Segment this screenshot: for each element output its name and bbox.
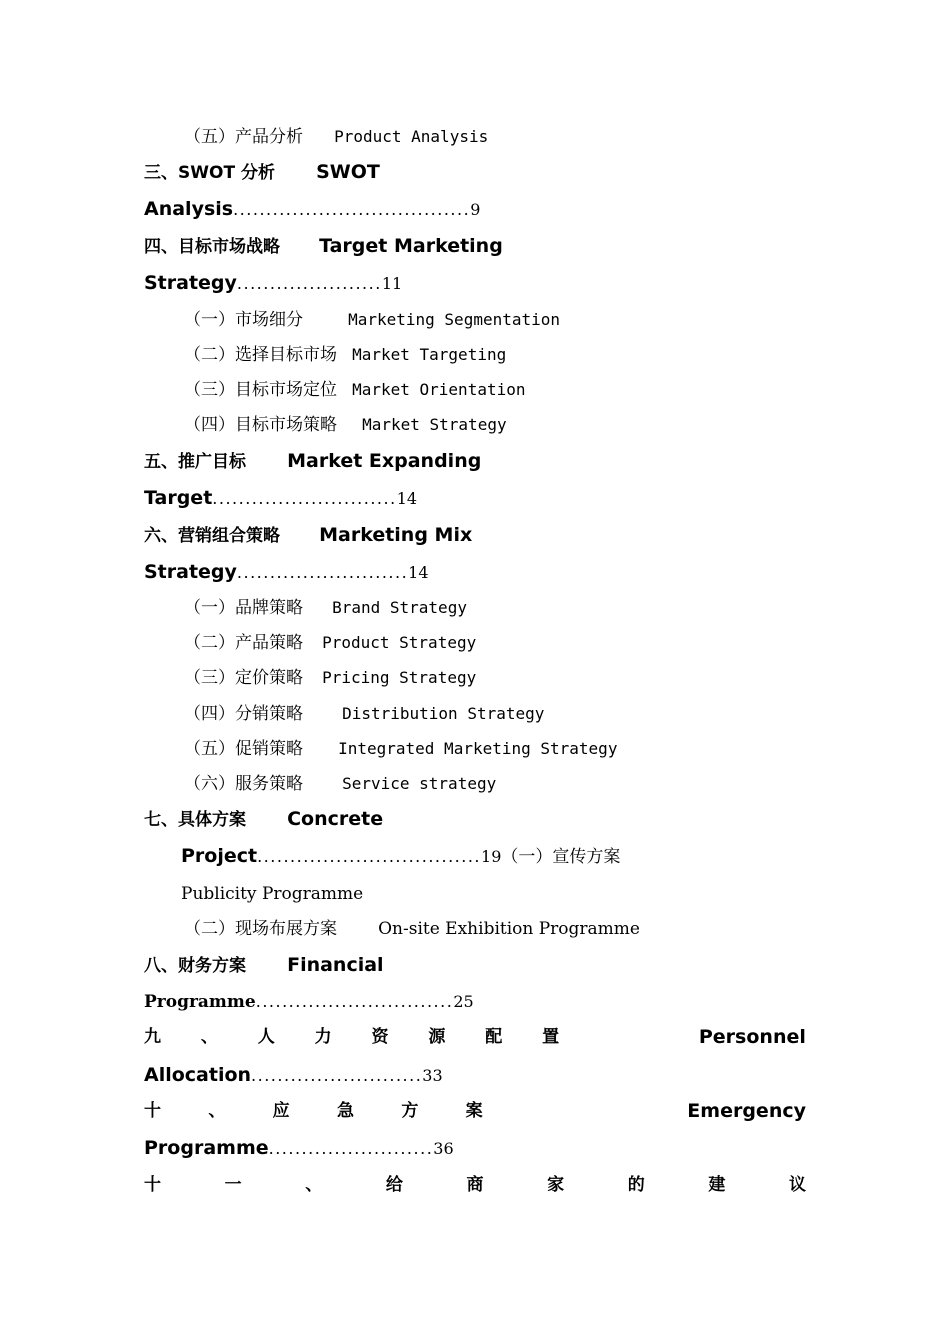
toc-entry-zh: 八、财务方案 (144, 956, 246, 976)
toc-entry-en-cont: Analysis (144, 198, 234, 220)
toc-entry-10-cont[interactable] (144, 1137, 454, 1160)
toc-entry-3[interactable] (144, 161, 380, 184)
toc-entry-zh: 三、SWOT 分析 (144, 163, 275, 183)
toc-subentry[interactable] (184, 773, 496, 795)
toc-entry-en-cont: Allocation (144, 1064, 252, 1086)
toc-subentry-zh: （三）定价策略 (184, 668, 303, 688)
toc-entry-6[interactable] (144, 524, 472, 547)
toc-subentry-en: Pricing Strategy (322, 668, 477, 687)
toc-entry-6-cont[interactable] (144, 561, 429, 584)
toc-entry-zh: 六、营销组合策略 (144, 526, 280, 546)
toc-entry-en: SWOT (316, 161, 380, 183)
toc-leader-dots: .................................. (257, 847, 482, 866)
toc-entry-char: 应 (272, 1101, 290, 1121)
toc-subentry-en: Market Orientation (352, 380, 526, 399)
toc-subentry-zh: （六）服务策略 (184, 774, 303, 794)
toc-subentry[interactable] (184, 667, 476, 689)
toc-entry-char: 十 (144, 1175, 161, 1195)
toc-entry-3-cont[interactable] (144, 198, 480, 221)
toc-entry-char: 案 (465, 1101, 483, 1121)
toc-entry-en-cont: Strategy (144, 272, 237, 294)
toc-entry-char: 源 (428, 1027, 446, 1047)
toc-entry-char: 方 (401, 1101, 419, 1121)
toc-leader-dots: ............................ (212, 489, 397, 508)
toc-entry-char: 一 (224, 1175, 242, 1195)
toc-entry-en: Financial (287, 954, 384, 976)
toc-entry-char: 置 (542, 1027, 560, 1047)
toc-subentry-zh: （一）品牌策略 (184, 598, 303, 618)
toc-subentry-zh: （五）促销策略 (184, 739, 303, 759)
toc-entry-en: Marketing Mix (319, 524, 473, 546)
toc-leader-dots: ......................... (268, 1139, 434, 1158)
toc-entry-10[interactable] (144, 1100, 806, 1122)
toc-entry-char: 力 (314, 1027, 332, 1047)
toc-page-number: 11 (381, 274, 403, 293)
toc-subentry[interactable] (184, 414, 507, 436)
toc-entry-en-cont: Programme (144, 992, 256, 1012)
toc-subentry-zh: （五）产品分析 (184, 127, 303, 147)
toc-entry-7[interactable] (144, 808, 383, 831)
toc-page-number: 36 (433, 1139, 454, 1158)
toc-entry-char: 给 (385, 1175, 403, 1195)
toc-page-number: 9 (470, 200, 481, 219)
toc-entry-char: 九 (144, 1027, 161, 1047)
toc-entry-char: 配 (485, 1027, 503, 1047)
toc-entry-en-cont: Target (144, 487, 213, 509)
toc-entry-9[interactable] (144, 1026, 806, 1048)
toc-entry-zh: 七、具体方案 (144, 810, 246, 830)
toc-entry-char: 议 (789, 1175, 806, 1195)
toc-entry-8[interactable] (144, 954, 384, 977)
toc-entry-4-cont[interactable] (144, 272, 402, 295)
toc-entry-char: 十 (144, 1101, 161, 1121)
toc-subentry[interactable] (184, 632, 476, 654)
toc-subentry-en: Integrated Marketing Strategy (338, 739, 618, 758)
toc-subentry-en: Distribution Strategy (342, 704, 545, 723)
toc-entry-en: Personnel (698, 1026, 806, 1048)
toc-entry-char: 建 (708, 1175, 726, 1195)
toc-entry-char: 、 (208, 1101, 226, 1121)
toc-entry-9-cont[interactable] (144, 1064, 443, 1087)
toc-subentry-en: Market Strategy (362, 415, 507, 434)
toc-entry-en: Target Marketing (319, 235, 503, 257)
toc-leader-dots: ...................... (236, 274, 382, 293)
toc-subentry-zh: （二）产品策略 (184, 633, 303, 653)
toc-subentry-en: Market Targeting (352, 345, 507, 364)
toc-subentry[interactable] (184, 344, 506, 366)
toc-subentry-zh: （四）分销策略 (184, 704, 303, 724)
toc-subentry-zh: （一）宣传方案 (501, 847, 621, 867)
toc-entry-zh: 五、推广目标 (144, 452, 246, 472)
toc-leader-dots: .................................... (233, 200, 471, 219)
toc-subentry[interactable] (184, 126, 488, 148)
toc-subentry[interactable] (184, 703, 544, 725)
toc-subentry[interactable] (181, 883, 363, 905)
toc-page-number: 14 (396, 489, 418, 508)
toc-page-number: 19 (481, 847, 502, 866)
toc-entry-char: 人 (257, 1027, 275, 1047)
toc-entry-5-cont[interactable] (144, 487, 417, 510)
toc-subentry-zh: （三）目标市场定位 (184, 380, 337, 400)
toc-leader-dots: .............................. (255, 992, 454, 1011)
toc-subentry-en: Publicity Programme (181, 884, 364, 904)
toc-page-number: 25 (453, 992, 474, 1011)
toc-subentry-en: On-site Exhibition Programme (378, 919, 640, 939)
toc-subentry[interactable] (184, 918, 640, 940)
toc-entry-en: Concrete (287, 808, 384, 830)
toc-subentry-zh: （二）现场布展方案 (184, 919, 337, 939)
toc-leader-dots: .......................... (236, 563, 409, 582)
toc-entry-zh: 四、目标市场战略 (144, 237, 280, 257)
toc-entry-en-cont: Project (181, 845, 258, 867)
toc-entry-en: Market Expanding (287, 450, 482, 472)
toc-entry-char: 资 (371, 1027, 389, 1047)
toc-entry-char: 商 (466, 1175, 484, 1195)
toc-entry-char: 的 (627, 1175, 645, 1195)
toc-entry-5[interactable] (144, 450, 481, 473)
toc-subentry-zh: （四）目标市场策略 (184, 415, 337, 435)
toc-entry-11[interactable] (144, 1174, 806, 1196)
toc-subentry-en: Marketing Segmentation (348, 310, 561, 329)
toc-subentry[interactable] (184, 309, 560, 331)
toc-subentry-zh: （二）选择目标市场 (184, 345, 337, 365)
toc-subentry-en: Product Strategy (322, 633, 477, 652)
toc-subentry-en: Brand Strategy (332, 598, 467, 617)
toc-entry-en-cont: Programme (144, 1137, 269, 1159)
toc-entry-en-cont: Strategy (144, 561, 237, 583)
toc-subentry-en: Product Analysis (334, 127, 489, 146)
toc-entry-char: 家 (547, 1175, 565, 1195)
toc-subentry[interactable] (184, 379, 525, 401)
toc-page-number: 14 (408, 563, 429, 582)
toc-leader-dots: .......................... (251, 1066, 423, 1085)
toc-entry-8-cont[interactable] (144, 991, 474, 1013)
toc-subentry-zh: （一）市场细分 (184, 310, 303, 330)
toc-subentry[interactable] (184, 738, 617, 760)
toc-entry-char: 、 (305, 1175, 323, 1195)
toc-subentry-en: Service strategy (342, 774, 497, 793)
toc-entry-4[interactable] (144, 235, 503, 258)
toc-entry-en: Emergency (687, 1100, 806, 1122)
toc-subentry[interactable] (184, 597, 467, 619)
toc-entry-7-cont[interactable] (181, 845, 620, 868)
toc-entry-char: 、 (200, 1027, 218, 1047)
toc-entry-char: 急 (336, 1101, 354, 1121)
toc-page-number: 33 (422, 1066, 443, 1085)
